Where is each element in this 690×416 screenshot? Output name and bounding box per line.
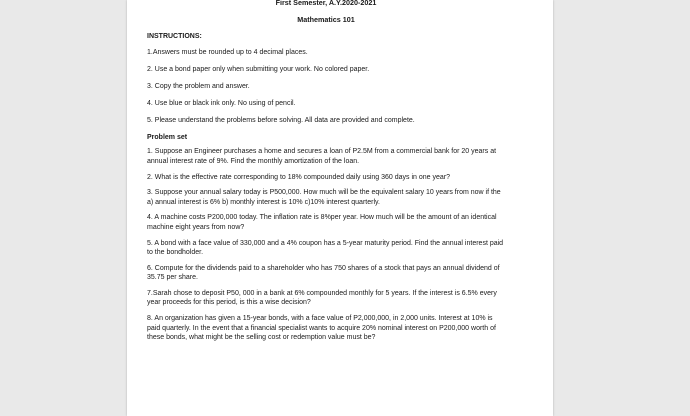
problem-item: 8. An organization has given a 15-year bonds, with a face value of P2,000,000, in 2,000 units. Interest at 10% is paid quarterly. In the event that a financial specialist wants to acquire 20% nominal interest on P200,000 worth of these bonds, what might be the selling cost or redemption value must be?	[147, 315, 496, 342]
page-content	[147, 0, 505, 343]
instruction-item: 5. Please understand the problems before solving. All data are provided and complete.	[147, 117, 415, 125]
semester-heading: First Semester, A.Y.2020-2021	[275, 0, 377, 7]
problem-list	[147, 147, 505, 343]
document-page	[127, 0, 553, 416]
problem-item: 5. A bond with a face value of 330,000 and a 4% coupon has a 5-year maturity period. Find the annual interest paid to the bondholder.	[147, 239, 504, 257]
problem-item: 4. A machine costs P200,000 today. The inflation rate is 8%per year. How much will be the amount of an identical machine eight years from now?	[147, 214, 497, 231]
course-heading: Mathematics 101	[297, 14, 355, 24]
instruction-item: 2. Use a bond paper only when submitting your work. No colored paper.	[147, 65, 370, 73]
problem-item: 3. Suppose your annual salary today is P500,000. How much will be the equivalent salary 10 years from now if the a) annual interest is 6% b) monthly interest is 10% c)10% interest quarterly.	[147, 189, 501, 206]
problem-item: 7.Sarah chose to deposit P50, 000 in a bank at 6% compounded monthly for 5 years. If the interest is 6.5% every year proceeds for this period, is this a wise decision?	[147, 289, 497, 307]
problem-item: 1. Suppose an Engineer purchases a home and secures a loan of P2.5M from a commercial bank for 20 years at annual interest rate of 9%. Find the monthly amortization of the loan.	[147, 148, 497, 165]
problem-set-title: Problem set	[147, 133, 188, 141]
instruction-item: 3. Copy the problem and answer.	[147, 82, 250, 90]
instructions-list	[147, 48, 505, 126]
instructions-title: INSTRUCTIONS:	[147, 33, 202, 41]
instruction-item: 4. Use blue or black ink only. No using of pencil.	[147, 100, 296, 108]
problem-item: 2. What is the effective rate corresponding to 18% compounded daily using 360 days in one year?	[147, 173, 451, 181]
instruction-item: 1.Answers must be rounded up to 4 decimal places.	[147, 48, 308, 56]
problem-item: 6. Compute for the dividends paid to a shareholder who has 750 shares of a stock that pays an annual dividend of 35.75 per share.	[147, 264, 500, 282]
